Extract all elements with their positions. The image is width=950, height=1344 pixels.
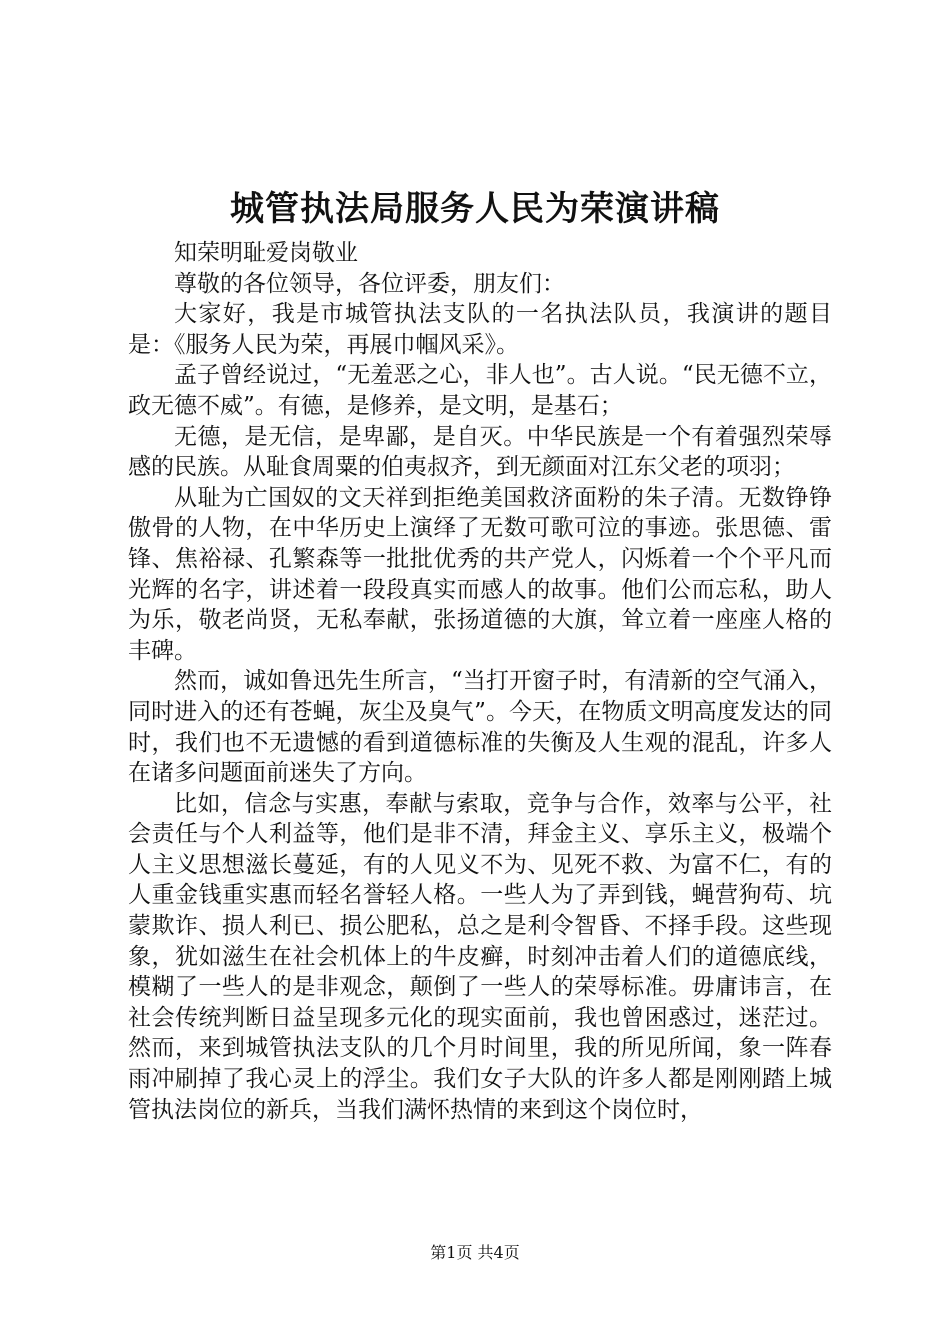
- document-body: [128, 238, 832, 1125]
- paragraph: 大家好，我是市城管执法支队的一名执法队员，我演讲的题目是：《服务人民为荣，再展巾帼风采》。: [128, 301, 832, 358]
- document-title: 城管执法局服务人民为荣演讲稿: [230, 189, 720, 229]
- paragraph: 无德，是无信，是卑鄙，是自灭。中华民族是一个有着强烈荣辱感的民族。从耻食周粟的伯夷叔齐，到无颜面对江东父老的项羽；: [128, 423, 832, 481]
- paragraph-salutation: 尊敬的各位领导，各位评委，朋友们：: [174, 270, 565, 297]
- paragraph-subtitle: 知荣明耻爱岗敬业: [174, 240, 358, 266]
- paragraph: 比如，信念与实惠，奉献与索取，竞争与合作，效率与公平，社会责任与个人利益等，他们是非不清，拜金主义、享乐主义，极端个人主义思想滋长蔓延，有的人见义不为、见死不救、为富不仁，有的人重金钱重实惠而轻名誉轻人格。一些人为了弄到钱，蝇营狗苟、坑蒙欺诈、损人利已、损公肥私，总之是利令智昏、不择手段。这些现象，犹如滋生在社会机体上的牛皮癣，时刻冲击着人们的道德底线，模糊了一些人的是非观念，颠倒了一些人的荣辱标准。毋庸讳言，在社会传统判断日益呈现多元化的现实面前，我也曾困惑过，迷茫过。然而，来到城管执法支队的几个月时间里，我的所见所闻，象一阵春雨冲刷掉了我心灵上的浮尘。我们女子大队的许多人都是刚刚踏上城管执法岗位的新兵，当我们满怀热情的来到这个岗位时，: [128, 790, 832, 1123]
- page-number: 第1页 共4页: [430, 1243, 520, 1262]
- paragraph: 然而，诚如鲁迅先生所言，“当打开窗子时，有清新的空气涌入，同时进入的还有苍蝇，灰尘及臭气”。今天，在物质文明高度发达的同时，我们也不无遗憾的看到道德标准的失衡及人生观的混乱，许多人在诸多问题面前迷失了方向。: [128, 668, 832, 787]
- paragraph: 从耻为亡国奴的文天祥到拒绝美国救济面粉的朱子清。无数铮铮傲骨的人物，在中华历史上演绎了无数可歌可泣的事迹。张思德、雷锋、焦裕禄、孔繁森等一批批优秀的共产党人，闪烁着一个个平凡而光辉的名字，讲述着一段段真实而感人的故事。他们公而忘私，助人为乐，敬老尚贤，无私奉献，张扬道德的大旗，耸立着一座座人格的丰碑。: [128, 484, 832, 664]
- paragraph: 孟子曾经说过，“无羞恶之心，非人也”。古人说。“民无德不立，政无德不威”。有德，是修养，是文明，是基石；: [128, 362, 832, 419]
